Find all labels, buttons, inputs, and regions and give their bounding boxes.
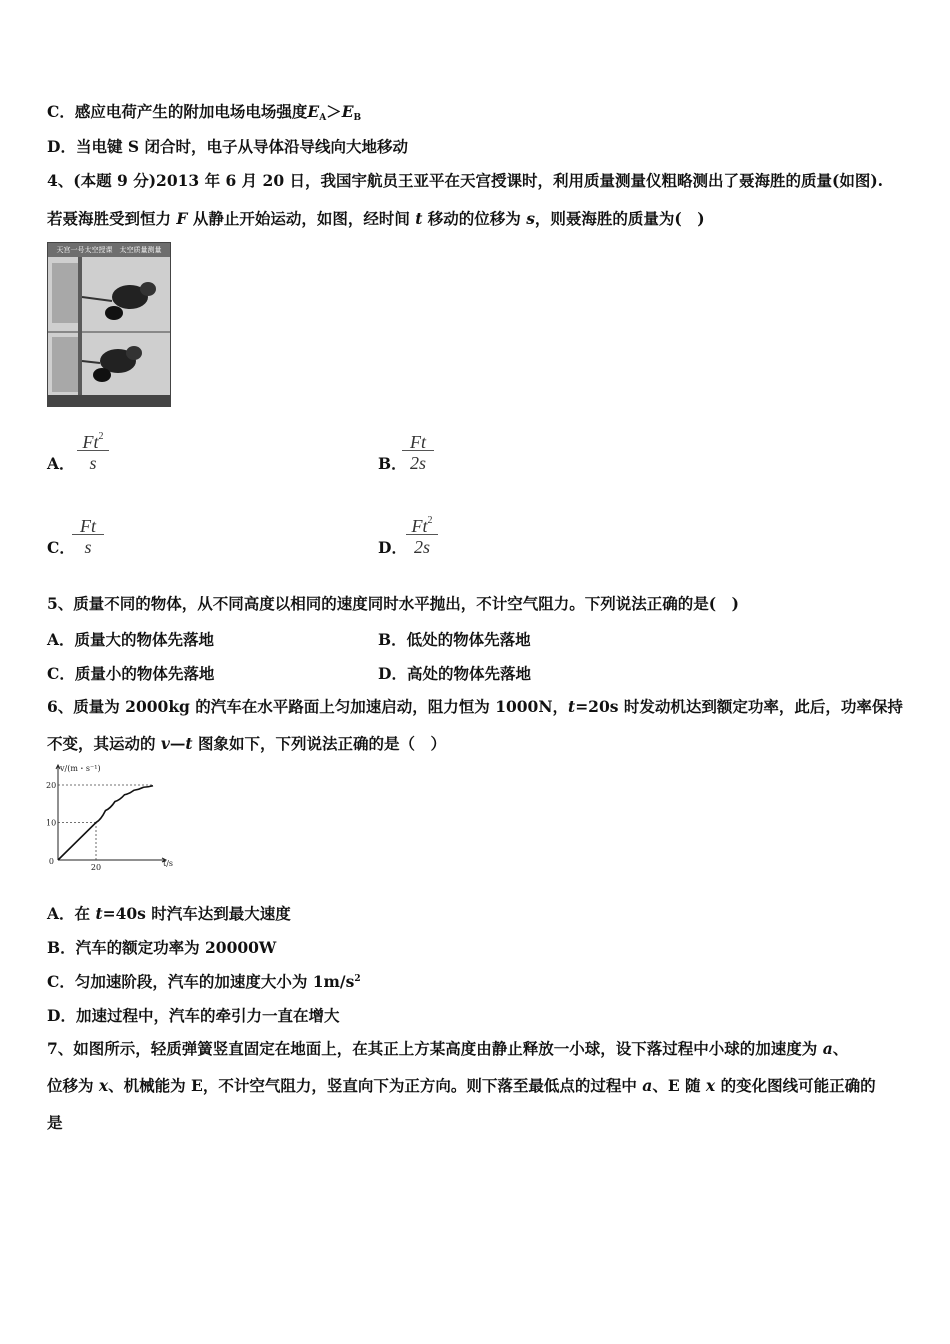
q4-option-b-fraction: [400, 425, 436, 474]
q6-option-a: A．在 t=40s 时汽车达到最大速度: [47, 904, 291, 923]
q6-option-c: C．匀加速阶段，汽车的加速度大小为 $1m/s^2$: [47, 972, 361, 991]
photo-banner: 天宫一号太空授课 太空质量测量: [48, 243, 170, 257]
q4-option-c-fraction: [70, 509, 106, 558]
q4-option-a-fraction: [75, 425, 111, 474]
q3-option-d: D．当电键 S 闭合时，电子从导体沿导线向大地移动: [47, 137, 408, 156]
mass-measurement-photo: [47, 242, 171, 407]
q3-option-c: C．感应电荷产生的附加电场电场强度$E_A>E_B$: [47, 102, 362, 123]
q4-stem-line2: 若聂海胜受到恒力 F 从静止开始运动，如图，经时间 t 移动的位移为 s，则聂海胜的质量为( ): [47, 209, 705, 228]
q5-option-b: B．低处的物体先落地: [378, 630, 531, 649]
q4-option-d-label: D．: [378, 538, 407, 557]
q5-option-c: C．质量小的物体先落地: [47, 664, 215, 683]
q6-option-d: D．加速过程中，汽车的牵引力一直在增大: [47, 1006, 340, 1025]
series-line-0: [58, 786, 153, 860]
q7-stem-line3: 是: [47, 1113, 63, 1132]
x-axis-label: t/s: [163, 859, 174, 868]
y-tick-label-20: 20: [46, 781, 57, 790]
numerator: Ft$^2$: [411, 515, 433, 536]
y-tick-label-0: 0: [48, 857, 54, 866]
denominator: 2s: [409, 453, 426, 473]
denominator: 2s: [413, 537, 430, 557]
y-tick-label-10: 10: [46, 818, 57, 828]
numerator: Ft: [410, 432, 426, 452]
q5-option-a: A．质量大的物体先落地: [47, 630, 215, 649]
denominator: s: [89, 453, 97, 473]
numerator: Ft$^2$: [82, 431, 104, 452]
q4-option-a-label: A．: [47, 454, 75, 473]
q4-stem-line1: 4、(本题 9 分)2013 年 6 月 20 日，我国宇航员王亚平在天宫授课时，利用质量测量仪粗略测出了聂海胜的质量(如图).: [47, 171, 884, 190]
q4-option-c-label: C．: [47, 538, 75, 557]
q6-stem-line2: 不变，其运动的 v—t 图象如下，下列说法正确的是（ ）: [47, 734, 446, 753]
x-tick-label-20: 20: [90, 863, 102, 872]
numerator: Ft: [80, 516, 96, 536]
y-axis-label: v/(m・s⁻¹): [60, 764, 101, 773]
q4-option-b-label: B．: [378, 454, 407, 473]
vt-plot: [46, 765, 166, 872]
q5-option-d: D．高处的物体先落地: [378, 664, 531, 683]
vt-graph: [44, 760, 184, 872]
q4-option-d-fraction: [404, 509, 440, 558]
denominator: s: [84, 537, 92, 557]
q6-option-b: B．汽车的额定功率为 20000W: [47, 938, 277, 957]
q7-stem-line1: 7、如图所示，轻质弹簧竖直固定在地面上，在其正上方某高度由静止释放一小球，设下落过程中小球的加速度为 a、: [47, 1039, 849, 1058]
q6-stem-line1: 6、质量为 2000kg 的汽车在水平路面上匀加速启动，阻力恒为 1000N，t=20s 时发动机达到额定功率，此后，功率保持: [47, 697, 903, 716]
q5-stem: 5、质量不同的物体，从不同高度以相同的速度同时水平抛出，不计空气阻力。下列说法正确的是( ): [47, 594, 739, 613]
q7-stem-line2: 位移为 x、机械能为 E，不计空气阻力，竖直向下为正方向。则下落至最低点的过程中 a、E 随 x 的变化图线可能正确的: [47, 1076, 876, 1095]
astronaut-illustration: [48, 257, 170, 406]
